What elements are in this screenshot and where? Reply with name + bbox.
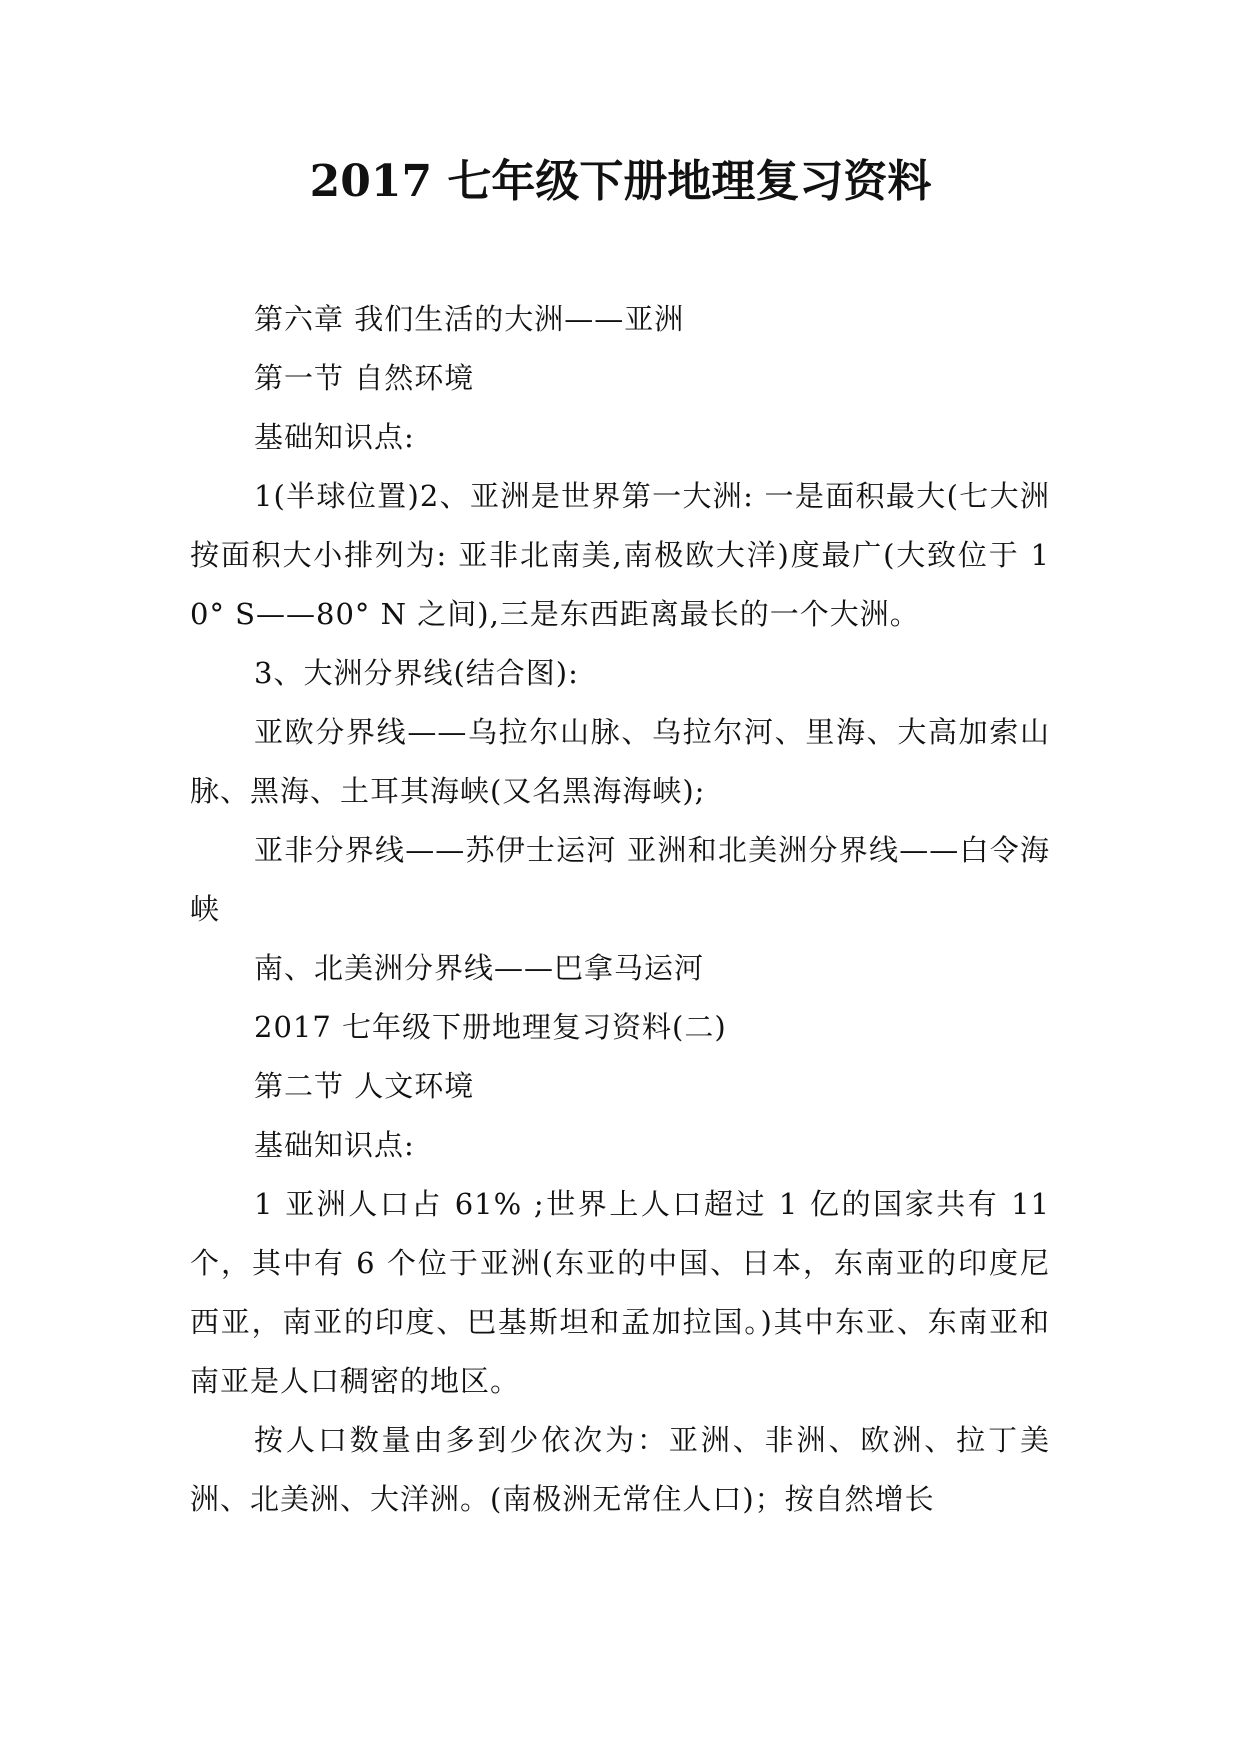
body-paragraph: 亚非分界线——苏伊士运河 亚洲和北美洲分界线——白令海峡 xyxy=(190,833,1050,926)
body-paragraph: 1(半球位置)2、亚洲是世界第一大洲: 一是面积最大(七大洲按面积大小排列为: 亚非北南美,南极欧大洋)度最广(大致位于 10° S——80° N 之间),三是东西距离最长的一个大洲。 xyxy=(190,479,1050,631)
chapter-heading: 第六章 我们生活的大洲——亚洲 xyxy=(254,302,685,336)
body-paragraph: 亚欧分界线——乌拉尔山脉、乌拉尔河、里海、大高加索山脉、黑海、土耳其海峡(又名黑海海峡); xyxy=(190,715,1050,808)
document-title: 2017 七年级下册地理复习资料 xyxy=(309,156,932,207)
document-body xyxy=(190,290,1050,1529)
body-paragraph: 3、大洲分界线(结合图): xyxy=(254,656,579,690)
part-title: 2017 七年级下册地理复习资料(二) xyxy=(254,1010,727,1044)
section-heading: 第一节 自然环境 xyxy=(254,361,475,395)
body-paragraph: 南、北美洲分界线——巴拿马运河 xyxy=(254,951,705,985)
section-heading: 第二节 人文环境 xyxy=(254,1069,475,1103)
subheading: 基础知识点: xyxy=(254,420,415,454)
body-paragraph: 1 亚洲人口占 61% ;世界上人口超过 1 亿的国家共有 11 个，其中有 6 个位于亚洲(东亚的中国、日本，东南亚的印度尼西亚，南亚的印度、巴基斯坦和孟加拉国。)其中东亚、东南亚和南亚是人口稠密的地区。 xyxy=(190,1187,1050,1398)
subheading: 基础知识点: xyxy=(254,1128,415,1162)
body-paragraph: 按人口数量由多到少依次为：亚洲、非洲、欧洲、拉丁美洲、北美洲、大洋洲。(南极洲无常住人口)；按自然增长 xyxy=(190,1423,1050,1516)
